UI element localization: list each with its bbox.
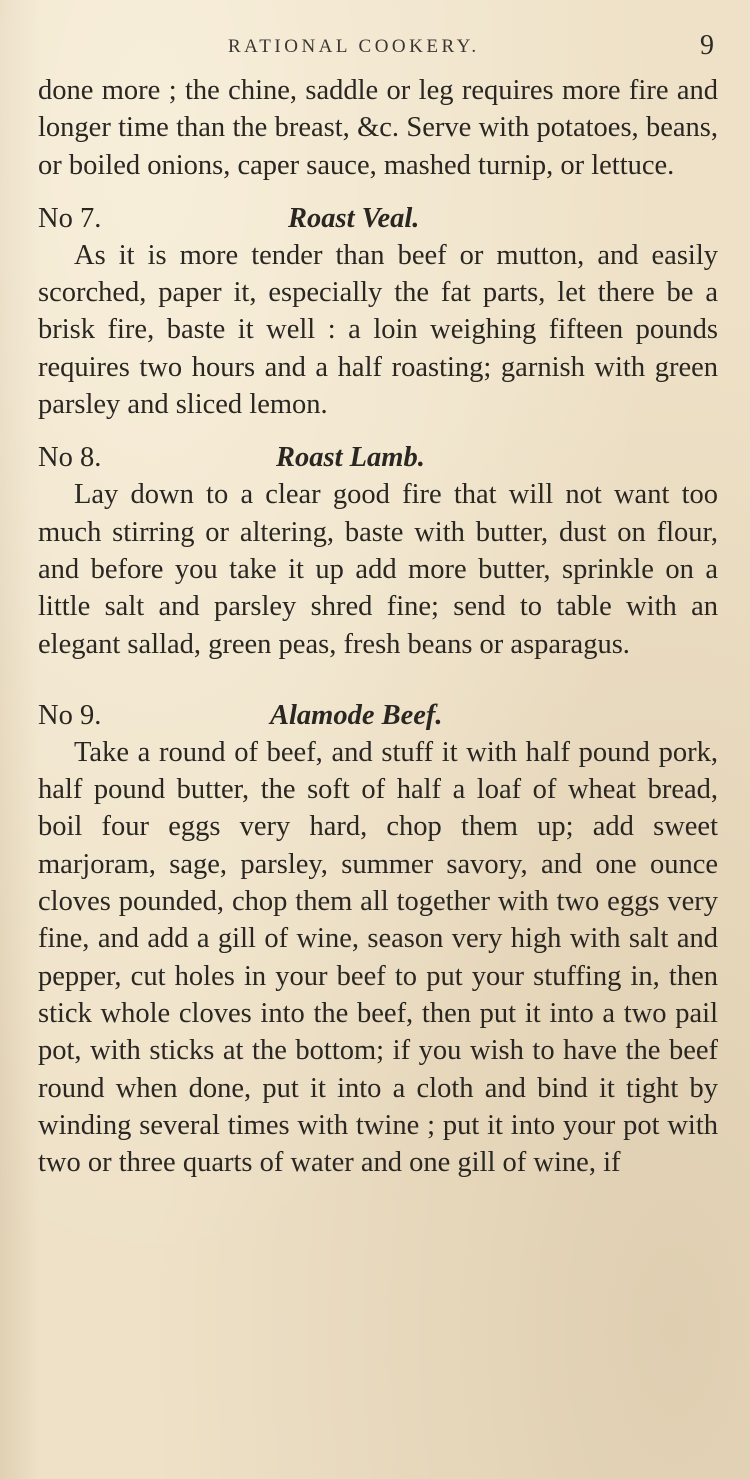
recipe-7 [38,200,718,423]
recipe-number: No 7. [38,202,102,234]
recipe-heading [38,200,718,237]
recipe-8 [38,439,718,662]
recipe-9 [38,697,718,1182]
recipe-title: Alamode Beef. [270,699,443,731]
recipe-number: No 9. [38,699,102,731]
page-body [38,72,718,1181]
recipe-title: Roast Veal. [288,202,420,234]
page-header [0,30,750,66]
recipe-text: As it is more tender than beef or mutton, and easily scorched, paper it, especially the fat parts, let there be a brisk fire, baste it well : a loin weighing fifteen pounds requires two hours and a half roasting; garnish with green parsley and sliced lemon. [38,239,718,421]
intro-paragraph: done more ; the chine, saddle or leg requires more fire and longer time than the breast, &c. Serve with potatoes, beans, or boiled onions, caper sauce, mashed turnip, or lettuce. [38,75,718,181]
recipe-title: Roast Lamb. [276,442,425,474]
recipe-heading [38,697,718,734]
recipe-heading [38,439,718,476]
recipe-text: Lay down to a clear good fire that will not want too much stirring or altering, baste with butter, dust on flour, and before you take it up add more butter, sprinkle on a little salt and parsley shred fine; send to table with an elegant sallad, green peas, fresh beans or asparagus. [38,479,718,660]
recipe-number: No 8. [38,442,102,474]
recipe-text: Take a round of beef, and stuff it with half pound pork, half pound butter, the soft of half a loaf of wheat bread, boil four eggs very hard, chop them up; add sweet marjoram, sage, parsley, summer savory, and one ounce cloves pounded, chop them all together with two eggs very fine, and add a gill of wine, season very high with salt and pepper, cut holes in your beef to put your stuffing in, then stick whole cloves into the beef, then put it into a two pail pot, with sticks at the bottom; if you wish to have the beef round when done, put it into a cloth and bind it tight by winding several times with twine ; put it into your pot with two or three quarts of water and one gill of wine, if [38,736,718,1179]
running-title: RATIONAL COOKERY. [228,36,480,57]
page-number: 9 [700,30,714,61]
